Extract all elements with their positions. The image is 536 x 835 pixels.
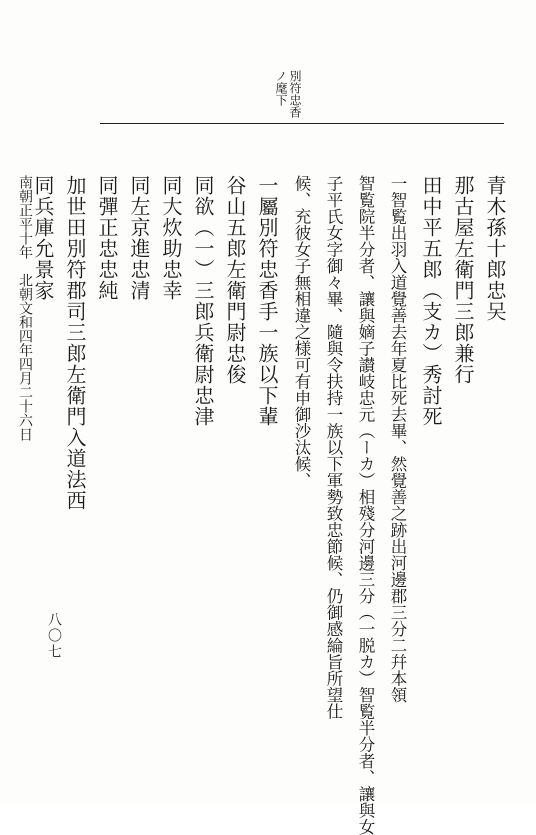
text-column-2: 那古屋左衛門三郎兼行 [451,175,475,385]
text-column-7: 候、充彼女子無相違之様可有申御沙汰候、 [292,175,311,489]
text-column-11: 同大炊助忠幸 [159,175,183,301]
running-head [274,70,301,118]
date-column: 南朝正平十年 北朝文和四年四月二十六日 [17,175,33,441]
text-column-9: 谷山五郎左衛門尉忠俊 [223,175,247,385]
text-column-10: 同欲（一）三郎兵衛尉忠津 [191,175,215,427]
text-column-14: 加世田別符郡司三郎左衛門入道法西 [63,175,87,511]
text-column-1: 青木孫十郎忠㕦 [483,175,507,322]
text-column-5: 智覧院半分者、讓與嫡子讃岐忠元（ーカ）相殘分河邊三分（一脱カ）智覧半分者、讓與女 [356,175,375,835]
text-column-12: 同左京進忠清 [127,175,151,301]
page-number: 八〇七 [46,612,62,660]
running-head-line-2: ノ麾下 [274,70,288,106]
header-rule [100,123,504,124]
text-column-15: 同兵庫允景家 [31,175,55,301]
running-head-line-1: 別符忠香 [288,70,302,118]
text-column-6: 子平氏女字御々畢、隨與令扶持一族以下軍勢致忠節候、仍御感綸旨所望仕 [324,175,343,720]
text-column-8: 一屬別符忠香手一族以下輩 [255,175,279,427]
text-column-13: 同彈正忠忠純 [95,175,119,301]
text-column-3: 田中平五郎（支カ）秀討死 [419,175,443,427]
text-column-4: 一智覧出羽入道覺善去年夏比死去畢、然覺善之跡出河邊郡三分二幷本領 [388,175,407,703]
